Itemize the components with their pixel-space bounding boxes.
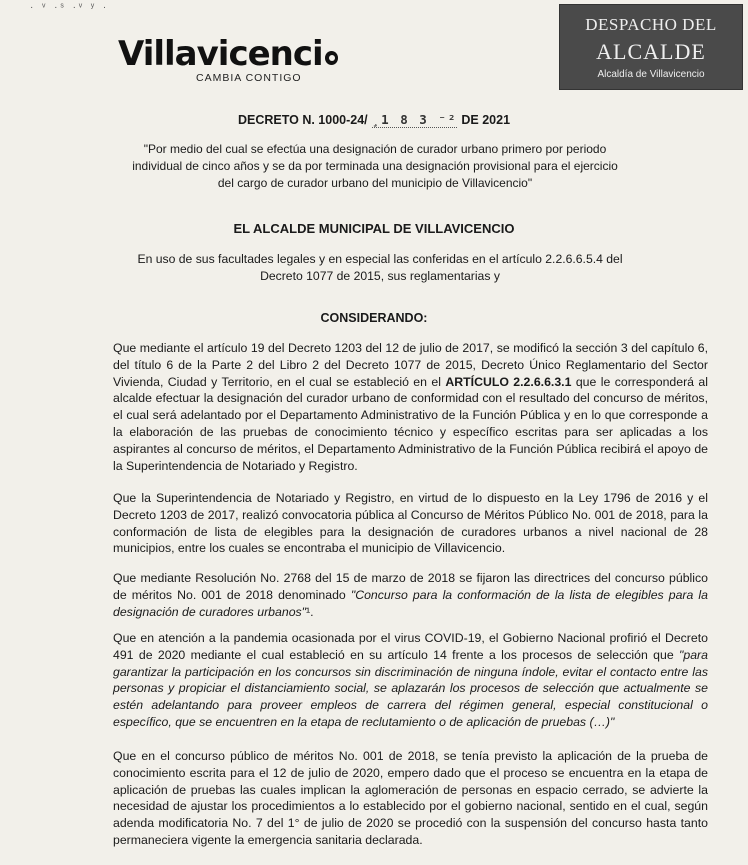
resolution-title-quote: "Concurso para la conformación de la lista de elegibles para la designación de curadores urbanos": [113, 587, 708, 619]
logo-dot-icon: [325, 51, 338, 65]
decree-subject: "Por medio del cual se efectúa una designación de curador urbano primero por periodo individual de cinco años y se da por terminada una designación provisional para el ejercicio del cargo de curador urbano del municipio de Villavicencio": [132, 142, 618, 190]
paragraph-2: Que la Superintendencia de Notariado y Registro, en virtud de lo dispuesto en la Ley 1796 de 2016 y el Decreto 1203 de 2017, realizó convocatoria pública al Concurso de Méritos Público No. 001 de 2018, para la conformación de lista de elegibles para la designación de curadores urbanos a nivel nacional de 28 municipios, entre los cuales se encontraba el municipio de Villavicencio.: [113, 491, 708, 556]
article-reference: ARTÍCULO 2.2.6.6.3.1: [445, 374, 572, 389]
office-stamp: [559, 4, 743, 90]
stamp-line-1: DESPACHO DEL: [585, 15, 717, 34]
paragraph-5: Que en el concurso público de méritos No. 001 de 2018, se tenía previsto la aplicación de la prueba de conocimiento escrita para el 12 de julio de 2020, empero dado que el proceso se encuentra en la etapa de aplicación de pruebas las cuales implican la aglomeración de personas en espacio cerrado, se advierte la necesidad de ajustar los procedimientos a lo establecido por el gobierno nacional, sentido en el cual, según adenda modificatoria No. 7 del 1° de julio de 2020 se procedió con la suspensión del concurso hasta tanto permaneciera vigente la emergencia sanitaria declarada.: [113, 749, 708, 847]
decree-prefix: DECRETO N. 1000-24/: [237, 113, 368, 127]
authority-heading: EL ALCALDE MUNICIPAL DE VILLAVICENCIO: [233, 221, 515, 236]
powers-statement: En uso de sus facultades legales y en especial las conferidas en el artículo 2.2.6.6.5.4 del Decreto 1077 de 2015, sus reglamentarias y: [137, 252, 623, 283]
paragraph-3: Que mediante Resolución No. 2768 del 15 de marzo de 2018 se fijaron las directrices del concurso público de méritos No. 001 de 2018 denominado "Concurso para la conformación de la lista de elegibles para la designación de curadores urbanos"¹.: [113, 571, 708, 619]
paragraph-1: Que mediante el artículo 19 del Decreto 1203 del 12 de julio de 2017, se modificó la sección 3 del capítulo 6, del título 6 de la Parte 2 del Libro 2 del Decreto 1077 de 2015, Decreto Único Reglamentario del Sector Vivienda, Ciudad y Territorio, en el cual se estableció en el ARTÍCULO 2.2.6.6.3.1 que le corresponderá al alcalde efectuar la designación del curador urbano de conformidad con el resultado del concurso de méritos, el cual será adelantado por el Departamento Administrativo de la Función Pública y en lo que corresponde a la elaboración de las pruebas de conocimiento técnico y específico escritas para ser aplicadas a los aspirantes al concurso de méritos, el Departamento Administrativo de la Función Pública recibirá el apoyo de la Superintendencia de Notariado y Registro.: [113, 341, 708, 473]
logo-name-text: Villavicenci: [118, 34, 323, 74]
paragraph-4: Que en atención a la pandemia ocasionada por el virus COVID-19, el Gobierno Nacional profirió el Decreto 491 de 2020 mediante el cual estableció en su artículo 14 frente a los procesos de selección que "para garantizar la participación en los concursos sin discriminación de ninguna índole, evitar el contacto entre las personas y propiciar el distanciamiento social, se aplazarán los procesos de selección que actualmente se estén adelantando para proveer empleos de carrera del régimen general, especial constitucional o específico, que se encuentren en la etapa de reclutamiento o de aplicación de pruebas (…)": [113, 631, 708, 729]
considering-heading: CONSIDERANDO:: [320, 311, 428, 325]
decree-title: [0, 112, 748, 128]
decree-suffix: DE 2021: [461, 113, 511, 127]
stamp-line-3: Alcaldía de Villavicencio: [597, 69, 705, 80]
decree-quote: "para garantizar la participación en los concursos sin discriminación de ninguna índole, evitar el contacto entre las personas y propiciar el distanciamiento social, se aplazarán los procesos de selección que actualmente se estén adelantando para proveer empleos de carrera del régimen general, especial constitucional o específico, que se encuentren en la etapa de reclutamiento o de aplicación de pruebas (…)": [113, 647, 708, 729]
villavicencio-logo: [118, 36, 338, 84]
logo-tagline: CAMBIA CONTIGO: [196, 72, 302, 84]
decree-number-stamp: ¸1 8 3 ⁻²: [371, 112, 458, 127]
handwritten-scribble: · ᵛ ·ˢ ·ᵛ ʸ ·: [30, 2, 110, 13]
stamp-line-2: ALCALDE: [596, 39, 706, 64]
